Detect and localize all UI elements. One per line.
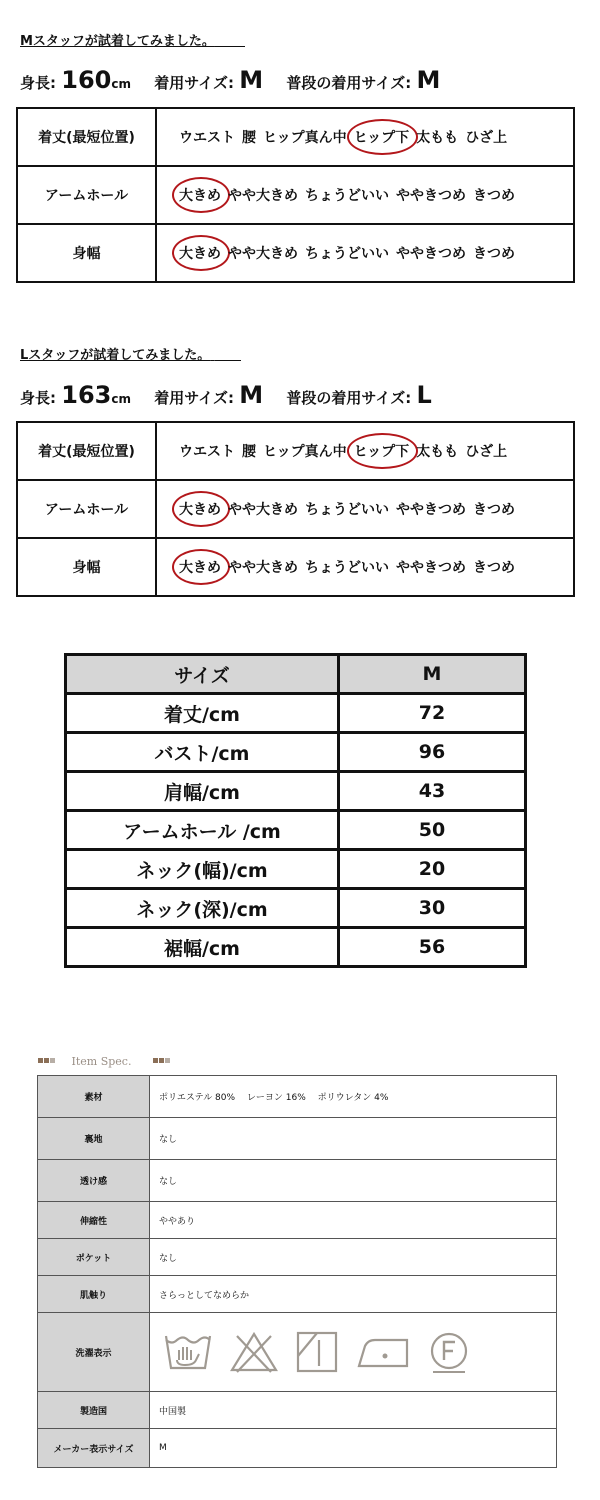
size-row-value: 72 — [339, 694, 526, 733]
size-row-label: ネック(深)/cm — [66, 889, 339, 928]
spec-row — [38, 1276, 557, 1313]
fit-option: ちょうどいい — [305, 188, 389, 204]
fit-option-selected: 大きめ — [179, 557, 221, 577]
fit-option: ややきつめ — [396, 502, 466, 518]
fit-option: やや大きめ — [228, 560, 298, 576]
size-row-label: 着丈/cm — [66, 694, 339, 733]
spec-row — [38, 1202, 557, 1239]
fit-option: やや大きめ — [228, 502, 298, 518]
size-header-label: サイズ — [66, 655, 339, 694]
size-row-label: アームホール /cm — [66, 811, 339, 850]
fit-option: 太もも — [416, 444, 459, 460]
size-row-value: 43 — [339, 772, 526, 811]
size-table — [64, 653, 527, 968]
size-row-label: 裾幅/cm — [66, 928, 339, 967]
spec-row — [38, 1160, 557, 1202]
spec-value: なし — [150, 1239, 557, 1276]
fit-row — [17, 480, 574, 538]
fit-option: ちょうどいい — [305, 502, 389, 518]
spec-key: 製造国 — [38, 1392, 150, 1429]
staff-m-profile: 身長: 160cm 着用サイズ: M 普段の着用サイズ: M — [20, 66, 441, 94]
size-row-value: 56 — [339, 928, 526, 967]
spec-value: なし — [150, 1160, 557, 1202]
size-row — [66, 772, 526, 811]
spec-row — [38, 1076, 557, 1118]
size-row — [66, 889, 526, 928]
hand-wash-icon — [163, 1330, 213, 1374]
fit-options — [156, 224, 574, 282]
fit-row — [17, 422, 574, 480]
fit-row — [17, 538, 574, 596]
fit-option: ウエスト — [179, 130, 235, 146]
fit-row-label: アームホール — [17, 166, 156, 224]
size-header-value: M — [339, 655, 526, 694]
size-row — [66, 928, 526, 967]
fit-options — [156, 538, 574, 596]
fit-options — [156, 108, 574, 166]
no-bleach-icon — [229, 1330, 279, 1374]
spec-value: さらっとしてなめらか — [150, 1276, 557, 1313]
spec-value: ポリエステル 80% レーヨン 16% ポリウレタン 4% — [150, 1076, 557, 1118]
fit-option: ややきつめ — [396, 560, 466, 576]
spec-value: なし — [150, 1118, 557, 1160]
fit-option: ややきつめ — [396, 188, 466, 204]
care-icons — [150, 1313, 557, 1392]
fit-option: 腰 — [242, 130, 256, 146]
fit-row — [17, 166, 574, 224]
staff-m-title: Mスタッフが試着してみました。 — [20, 30, 245, 49]
spec-row — [38, 1118, 557, 1160]
spec-value: ややあり — [150, 1202, 557, 1239]
spec-key: 洗濯表示 — [38, 1313, 150, 1392]
fit-option: きつめ — [473, 188, 515, 204]
size-row-value: 30 — [339, 889, 526, 928]
spec-key: メーカー表示サイズ — [38, 1429, 150, 1468]
fit-row-label: 身幅 — [17, 224, 156, 282]
size-row-value: 50 — [339, 811, 526, 850]
fit-option: きつめ — [473, 560, 515, 576]
fit-row-label: アームホール — [17, 480, 156, 538]
fit-option: きつめ — [473, 246, 515, 262]
size-row-value: 96 — [339, 733, 526, 772]
spec-key: 肌触り — [38, 1276, 150, 1313]
fit-option: ヒップ真ん中 — [263, 444, 347, 460]
fit-row-label: 着丈(最短位置) — [17, 422, 156, 480]
iron-low-icon — [355, 1332, 411, 1372]
size-row — [66, 811, 526, 850]
fit-option-selected: 大きめ — [179, 243, 221, 263]
item-spec-heading: Item Spec. — [38, 1055, 171, 1068]
staff-m-fit-table — [16, 107, 575, 283]
spec-row — [38, 1239, 557, 1276]
spec-value: M — [150, 1429, 557, 1468]
fit-row — [17, 108, 574, 166]
fit-option: ヒップ真ん中 — [263, 130, 347, 146]
fit-option-selected: 大きめ — [179, 185, 221, 205]
size-row — [66, 850, 526, 889]
fit-option: ちょうどいい — [305, 560, 389, 576]
fit-option: ひざ上 — [465, 130, 508, 146]
spec-key: 裏地 — [38, 1118, 150, 1160]
fit-row — [17, 224, 574, 282]
fit-options — [156, 422, 574, 480]
size-row-value: 20 — [339, 850, 526, 889]
fit-options — [156, 166, 574, 224]
fit-option-selected: ヒップ下 — [354, 127, 410, 147]
fit-option: 太もも — [416, 130, 459, 146]
fit-row-label: 身幅 — [17, 538, 156, 596]
spec-row — [38, 1313, 557, 1392]
fit-option: ちょうどいい — [305, 246, 389, 262]
size-table-header-row — [66, 655, 526, 694]
staff-l-title: Lスタッフが試着してみました。 — [20, 344, 241, 363]
fit-option-selected: ヒップ下 — [354, 441, 410, 461]
size-row — [66, 733, 526, 772]
spec-row — [38, 1429, 557, 1468]
fit-option: 腰 — [242, 444, 256, 460]
dry-clean-f-icon — [427, 1330, 471, 1374]
spec-key: 伸縮性 — [38, 1202, 150, 1239]
fit-row-label: 着丈(最短位置) — [17, 108, 156, 166]
staff-l-profile: 身長: 163cm 着用サイズ: M 普段の着用サイズ: L — [20, 381, 432, 409]
spec-key: 素材 — [38, 1076, 150, 1118]
fit-option: ややきつめ — [396, 246, 466, 262]
fit-option: ひざ上 — [465, 444, 508, 460]
spec-key: 透け感 — [38, 1160, 150, 1202]
size-row — [66, 694, 526, 733]
fit-option: やや大きめ — [228, 188, 298, 204]
fit-option: きつめ — [473, 502, 515, 518]
staff-l-fit-table — [16, 421, 575, 597]
fit-option: ウエスト — [179, 444, 235, 460]
item-spec-table — [37, 1075, 557, 1468]
spec-row — [38, 1392, 557, 1429]
fit-option-selected: 大きめ — [179, 499, 221, 519]
fit-option: やや大きめ — [228, 246, 298, 262]
drip-dry-icon — [295, 1330, 339, 1374]
size-row-label: ネック(幅)/cm — [66, 850, 339, 889]
size-row-label: バスト/cm — [66, 733, 339, 772]
spec-key: ポケット — [38, 1239, 150, 1276]
spec-value: 中国製 — [150, 1392, 557, 1429]
fit-options — [156, 480, 574, 538]
size-row-label: 肩幅/cm — [66, 772, 339, 811]
